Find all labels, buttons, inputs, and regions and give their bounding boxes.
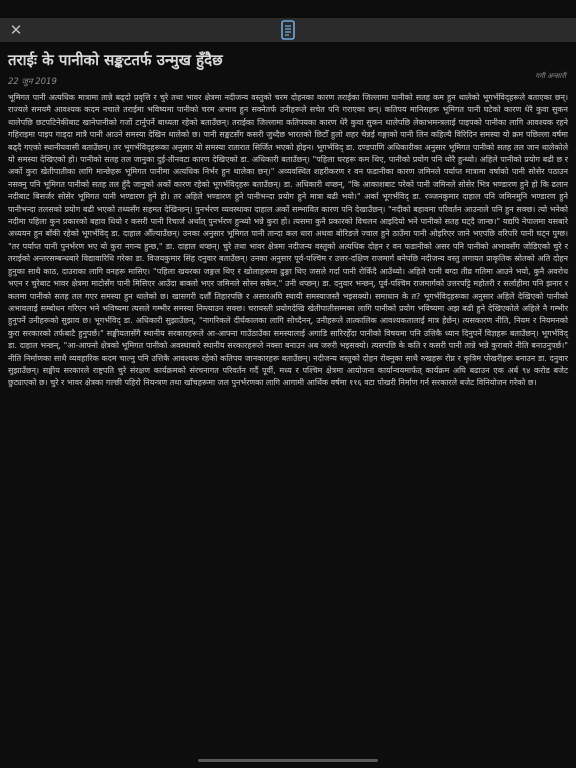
reader-view-icon[interactable]	[279, 19, 297, 41]
article-date: 22 जुन 2019	[8, 77, 57, 87]
close-icon[interactable]: ✕	[9, 21, 23, 39]
article-body: भूमिगत पानी अत्यधिक मात्रामा तान्ने बढ्दो प्रवृत्ति र चुरे तथा भावर क्षेत्रमा नदीजन्य वस्तुको चरम दोहनका कारण तराईका जिल्लामा पानीको सतह कम हुन थालेको भूगर्भविद्हरूले बताएका छन्। राज्यले समयमै आवश्यक कदम नचाले तराईमा भविष्यमा पानीको चरम अभाव हुन सक्नेतर्फ उनीहरूले सचेत पनि गराएका छन्। कतिपय मानिसहरू भूमिगत पानी घटेको कारण धेरै कुवा सुकन थालेपछि छटपटिनेकीबाट खानेपानीको गर्जो टार्नुपर्ने बाध्यता रहेको बताउँछन्। तराईका जिल्लामा कतिपयका कारण धेरै कुवा सुकन थालेपछि लेकाभमन्त्रलाई पाइपको पानीका लागि आवश्यक रहने गहिराइमा पाइप गाड्दा मात्रै पानी आउने समस्या देखिन थालेको छ। पानी सङ्कटसँग कसरी जुध्दैछ भारतको छिटोँ हुलो शहर चेन्नई गङ्गाको पानी लिन कहिल्यै विरिदिन समस्या यो क्रम पछिल्ला वर्षमा बढ्दै गएको स्थानीयवासी बताउँछन्। तर भूगर्भविद्हरूका अनुसार यो समस्या रातारात सिर्जित भएको होइन। भूगर्भविद् डा. दण्डपाणि अधिकारीका अनुसार भूमिगत पानीको सतह तल जान थालेकोले यो समस्या देखिएको हो। पानीको सतह तल जानुका दुई-तीनवटा कारण देखिएको डा. अधिकारी बताउँछन्। "पहिला घरहरू कम थिए, पानीको प्रयोग पनि थोरै हुन्थ्यो। अहिले पानीको प्रयोग बढी छ र अर्को कुरा खेतीपातीका लागि मान्छेहरू भूमिगत पानीमा अत्यधिक निर्भर हुन थालेका छन्।" अव्यवस्थित शहरीकरण र वन फडानीका कारण जमिनले पर्याप्त मात्रामा वर्षाको पानी सोसेर पठाउन नसक्नु पनि भूमिगत पानीको सतह तल हुँदै जानुको अर्को कारण रहेको भूगर्भविद्हरू बताउँछन्। डा. अधिकारी थप्छन्, "कि आकाशबाट परेको पानी जमिनले सोसेर भित्र भण्डारण हुने हो कि ढलान नदीबाट बिसर्जर सोसेर भूमिगत पानी भण्डारण हुने हो। तर अहिले भण्डारण हुने पानीभन्दा प्रयोग हुने मात्रा बढी भयो।" अर्का भूगर्भविद् डा. रञ्जनकुमार दाहाल पनि जमिनमुनि भण्डारण हुने पानीभन्दा तलसको प्रयोग बढी भएको तथ्यसँग सहमत देखिन्छन्। पुनर्भरण व्यवस्थाका दाहाल अर्को सम्भावित कारण पनि देखाउँछन्। "नदीको बहावमा परिवर्तन आउनाले पनि हुन सक्छ। त्यो भनेको नदीमा पहिला कुन प्रकारको बहाव थियो र कसरी पानी रिचार्ज अर्थात् पुनर्भरण हुन्थ्यो भन्ने कुरा हो। त्यसमा कुनै प्रकारको विचलन आइदियो भने पानीको सतह घट्दै जान्छ।" यद्यपि नेपालमा यसबारे अध्ययन हुन बाँकी रहेको भूगर्भविद् डा. दाहाल औँल्याउँछन्। उनका अनुसार भूमिगत पानी तान्दा कल धारा अथवा बोरिङले ज्वाल हुने ठाउँमा पानी ओइरिएर जाने भएपछि वरिपरि पानी घट्न पुग्छ। "तर पर्याप्त पानी पुनर्भरण भए यो कुरा नगन्य हुन्छ," डा. दाहाल थप्छन्। चुरे तथा भावर क्षेत्रमा नदीजन्य वस्तुको अत्यधिक दोहन र वन फडानीको असर पनि पानीको अभावसँग जोडिएको चुरे र तराईको अन्तरसम्बन्धबारे विद्यावारिधि गरेका डा. विजयकुमार सिंह दनुवार बताउँछन्। उनका अनुसार पूर्व-पश्चिम र उत्तर-दक्षिण राजमार्ग बनेपछि नदीजन्य वस्तु लगायत प्राकृतिक स्रोतको अति दोहन हुनुका साथै काठ, दाउराका लागि वनहरू मासिए। "पहिला खयरका जङ्गल थिए र खोलाहरूमा ढुङ्गा थिए जसले गर्दा पानी रोकिँदै आउँथ्यो। अहिले पानी बग्दा तीव्र गतिमा आउने भयो, कुनै अवरोध भएन र चुरेबाट भावर क्षेत्रमा माटोसँग पानी मिसिएर आउँदा बाक्लो भएर जमिनले सोस्न सकेन," उनी थप्छन्। डा. दनुवार भन्छन्, पूर्व-पश्चिम राजमार्गको उत्तरपट्टि महोतरी र सर्लाहीमा पनि झनार र कलमा पानीको सतह तल गएर समस्या हुन थालेको छ। खासगरी दर्शौं तिहारपछि र असारअघि स्थायी समस्याजस्तै भइसक्यो। समाधान के त? भूगर्भविद्हरूका अनुसार अहिले देखिएको पानीको अभावलाई सम्बोधन गरिएन भने भविष्यमा त्यसले गम्भीर समस्या निम्त्याउन सक्छ। चरायस्ती प्रयोगदेखि खेतीपातीसम्मका लागि पानीको प्रयोग भविष्यमा अझ बढी हुने देखिएकोले अहिले नै गम्भीर हुनुपर्ने उनीहरूको सुझाव छ। भूगर्भविद् डा. अधिकारी सुझाउँछन्, "नागरिकले दीर्घकालका लागि सोच्दैनन्, उनीहरूले तात्कालिक आवश्यकतालाई मात्र हेर्छन्। त्यसकारण नीति, नियम र नियमनको कुरा सरकारको तर्फबाटै हुनुपर्छ।" सङ्घीयतासँगै स्थानीय सरकारहरूले आ-आफ्ना गाउँठाउँका समस्यालाई अगाडि सारिरहेँदा पानीको विषयमा पनि उत्तिकै ध्यान दिनुपर्ने विज्ञहरू बताउँछन्। भूगर्भविद् डा. दाहाल भन्छन्, "आ-आफ्नो क्षेत्रको भूमिगत पानीको अवस्थाबारे स्थानीय सरकारहरूले नक्सा बनाउन अब जरुरी भइसक्यो। त्यसपछि के कति र कसरी पानी तान्ने भन्ने कुराबारे नीति बनाउनुपर्छ।" नीति निर्माणका साथै व्यवहारिक कदम चाल्नु पनि उत्तिकै आवश्यक रहेको कतिपय जानकारहरू बताउँछन्। नदीजन्य वस्तुको दोहन रोक्नुका साथै रुखहरू रोप्न र कृत्रिम पोखरीहरू बनाउन डा. दनुवार सुझाउँछन्। सङ्घीय सरकारले राष्ट्रपति चुरे संरक्षण कार्यक्रमको संरचनागत परिवर्तन गर्दै पूर्वी, मध्य र पश्चिम क्षेत्रमा आयोजना कार्यान्वयमार्फत् कार्यक्रम अघि बढाउन एक अर्ब ९४ करोड बजेट छुट्याएको छ। चुरे र भावर क्षेत्रका गल्छी पहिरो नियन्त्रण तथा खाँचहरूमा जल पुनर्भरणका लागि आगामी आर्थिक वर्षमा ११६ वटा पोखरी निर्माण गर्न सरकारले बजेट विनियोजन गरेको छ।	[8, 93, 568, 388]
reader-toolbar	[0, 18, 576, 42]
home-indicator[interactable]	[198, 759, 378, 762]
article-author: गगी अन्सारी	[535, 72, 566, 80]
article-title: तराईः के पानीको सङ्कटतर्फ उन्मुख हुँदैछ	[8, 51, 223, 69]
article	[8, 50, 568, 390]
article-meta	[8, 72, 568, 90]
